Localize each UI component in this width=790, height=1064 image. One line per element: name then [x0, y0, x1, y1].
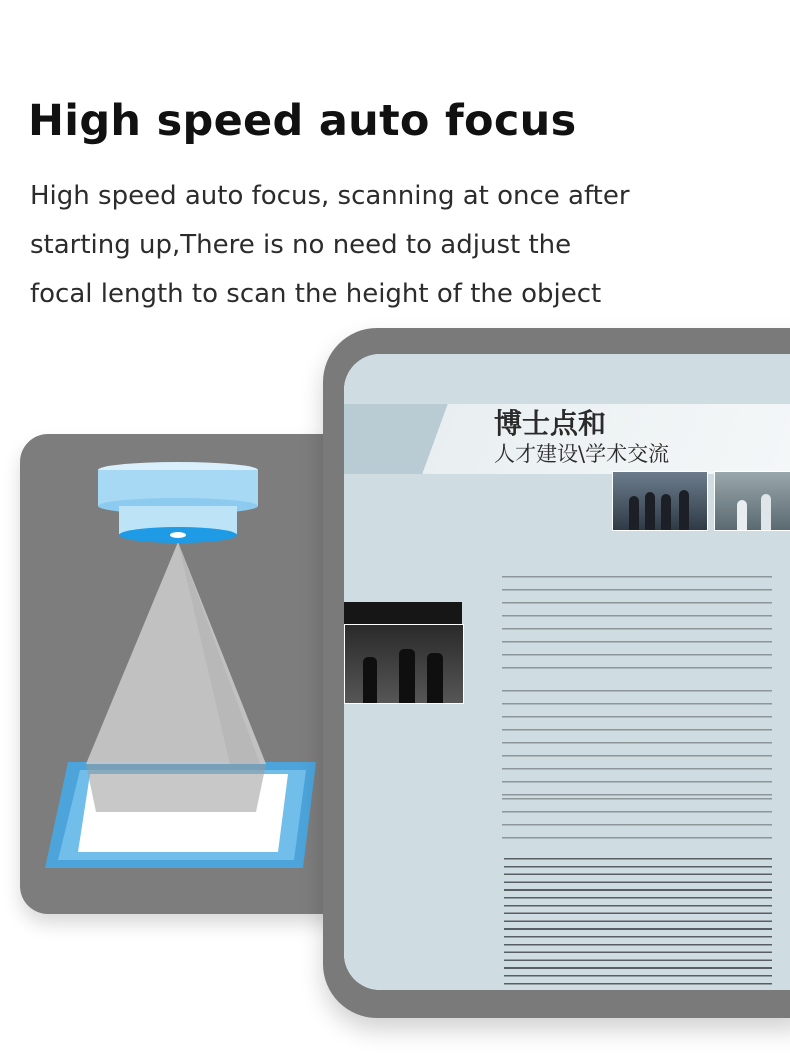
light-cone-icon [86, 542, 266, 812]
document-photo [344, 624, 464, 704]
document-photo [612, 471, 708, 531]
description-line: focal length to scan the height of the object [30, 279, 602, 309]
document-text-block [502, 576, 772, 674]
scanner-illustration [20, 434, 350, 914]
feature-description [30, 172, 760, 319]
description-line: High speed auto focus, scanning at once after [30, 181, 630, 211]
document-subtitle: 人才建设\学术交流 [494, 442, 670, 466]
document-photo-banner [344, 602, 462, 624]
document-title: 博士点和 [494, 407, 607, 440]
document-english-text-block [504, 858, 772, 986]
document-text-block [502, 690, 772, 802]
page-title: High speed auto focus [28, 96, 577, 146]
scanned-document [344, 354, 790, 990]
camera-lens-icon [98, 462, 258, 543]
description-line: starting up,There is no need to adjust the [30, 230, 572, 260]
scan-result-display [323, 328, 790, 1018]
document-photo [714, 471, 790, 531]
scanner-illustration-card [20, 434, 350, 914]
document-text-block [502, 798, 772, 844]
